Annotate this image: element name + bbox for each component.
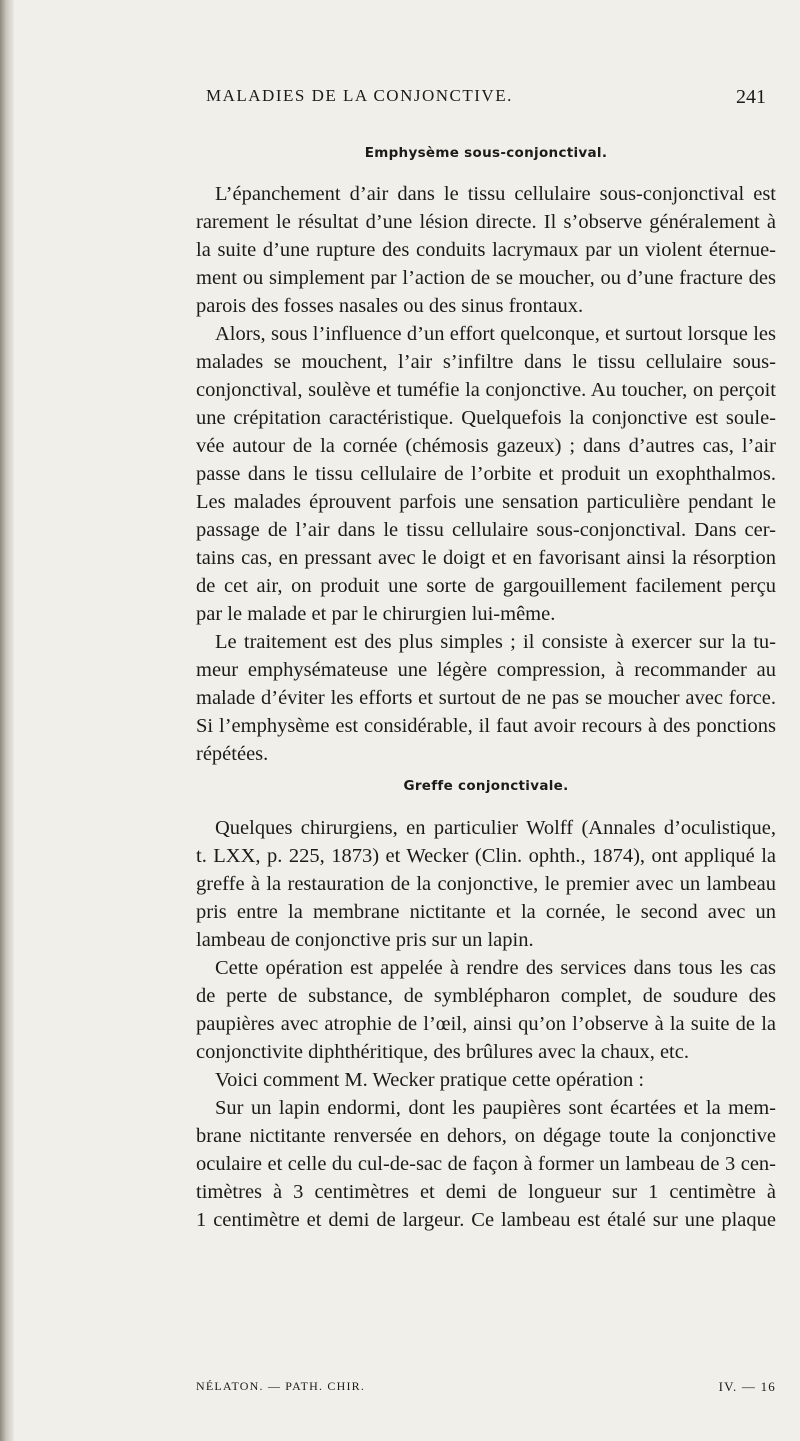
text-line: Alors, sous l’influence d’un effort quelconque, et surtout lorsque les: [215, 323, 776, 345]
text-line: rarement le résultat d’une lésion directe. Il s’observe généralement à: [196, 211, 776, 233]
page-footer: [196, 1379, 776, 1399]
text-line: vée autour de la cornée (chémosis gazeux) ; dans d’autres cas, l’air: [196, 435, 776, 457]
section-body-greffe: [196, 814, 776, 1234]
running-head: [206, 86, 766, 110]
text-line: conjonctival, soulève et tuméfie la conjonctive. Au toucher, on perçoit: [196, 379, 776, 401]
text-line: t. LXX, p. 225, 1873) et Wecker (Clin. ophth., 1874), ont appliqué la: [196, 845, 776, 867]
text-line: parois des fosses nasales ou des sinus frontaux.: [196, 295, 584, 317]
section-body-emphyseme: [196, 180, 776, 768]
footer-volume-sheet: IV. — 16: [718, 1379, 776, 1394]
text-line: paupières avec atrophie de l’œil, ainsi qu’on l’observe à la suite de la: [196, 1013, 776, 1035]
text-line: Quelques chirurgiens, en particulier Wolff (Annales d’oculistique,: [215, 817, 776, 839]
text-line: 1 centimètre et demi de largeur. Ce lambeau est étalé sur une plaque: [196, 1209, 776, 1231]
text-line: timètres à 3 centimètres et demi de longueur sur 1 centimètre à: [196, 1181, 776, 1203]
text-line: par le malade et par le chirurgien lui-même.: [196, 603, 556, 625]
section-heading-greffe: Greffe conjonctivale.: [403, 778, 569, 794]
text-line: greffe à la restauration de la conjonctive, le premier avec un lambeau: [196, 873, 776, 895]
page-edge-shadow: [0, 0, 14, 1441]
text-line: passe dans le tissu cellulaire de l’orbite et produit un exophthalmos.: [196, 463, 776, 485]
text-line: oculaire et celle du cul-de-sac de façon à former un lambeau de 3 cen-: [196, 1153, 776, 1175]
text-line: tains cas, en pressant avec le doigt et en favorisant ainsi la résorption: [196, 547, 776, 569]
text-line: meur emphysémateuse une légère compression, à recommander au: [196, 659, 776, 681]
text-line: brane nictitante renversée en dehors, on dégage toute la conjonctive: [196, 1125, 776, 1147]
text-line: Voici comment M. Wecker pratique cette opération :: [215, 1069, 645, 1091]
text-line: malades se mouchent, l’air s’infiltre dans le tissu cellulaire sous-: [196, 351, 776, 373]
text-line: malade d’éviter les efforts et surtout de ne pas se moucher avec force.: [196, 687, 776, 709]
text-line: de cet air, on produit une sorte de gargouillement facilement perçu: [196, 575, 776, 597]
text-line: ment ou simplement par l’action de se moucher, ou d’une fracture des: [196, 267, 776, 289]
running-head-title: MALADIES DE LA CONJONCTIVE.: [206, 86, 513, 105]
text-line: pris entre la membrane nictitante et la cornée, le second avec un: [196, 901, 776, 923]
text-line: la suite d’une rupture des conduits lacrymaux par un violent éternue-: [196, 239, 776, 261]
section-heading-emphyseme: Emphysème sous-conjonctival.: [364, 145, 608, 161]
text-line: Si l’emphysème est considérable, il faut avoir recours à des ponctions: [196, 715, 776, 737]
footer-signature: NÉLATON. — PATH. CHIR.: [196, 1379, 366, 1393]
page-number: 241: [736, 86, 766, 108]
text-line: lambeau de conjonctive pris sur un lapin.: [196, 929, 534, 951]
text-line: Sur un lapin endormi, dont les paupières sont écartées et la mem-: [215, 1097, 776, 1119]
text-line: Les malades éprouvent parfois une sensation particulière pendant le: [196, 491, 776, 513]
text-line: Le traitement est des plus simples ; il consiste à exercer sur la tu-: [215, 631, 776, 653]
text-line: Cette opération est appelée à rendre des services dans tous les cas: [215, 957, 776, 979]
text-line: conjonctivite diphthéritique, des brûlures avec la chaux, etc.: [196, 1041, 689, 1063]
text-line: L’épanchement d’air dans le tissu cellulaire sous-conjonctival est: [215, 183, 776, 205]
text-line: répétées.: [196, 743, 269, 765]
text-line: passage de l’air dans le tissu cellulaire sous-conjonctival. Dans cer-: [196, 519, 776, 541]
text-line: de perte de substance, de symblépharon complet, de soudure des: [196, 985, 776, 1007]
text-line: une crépitation caractéristique. Quelquefois la conjonctive est soule-: [196, 407, 776, 429]
